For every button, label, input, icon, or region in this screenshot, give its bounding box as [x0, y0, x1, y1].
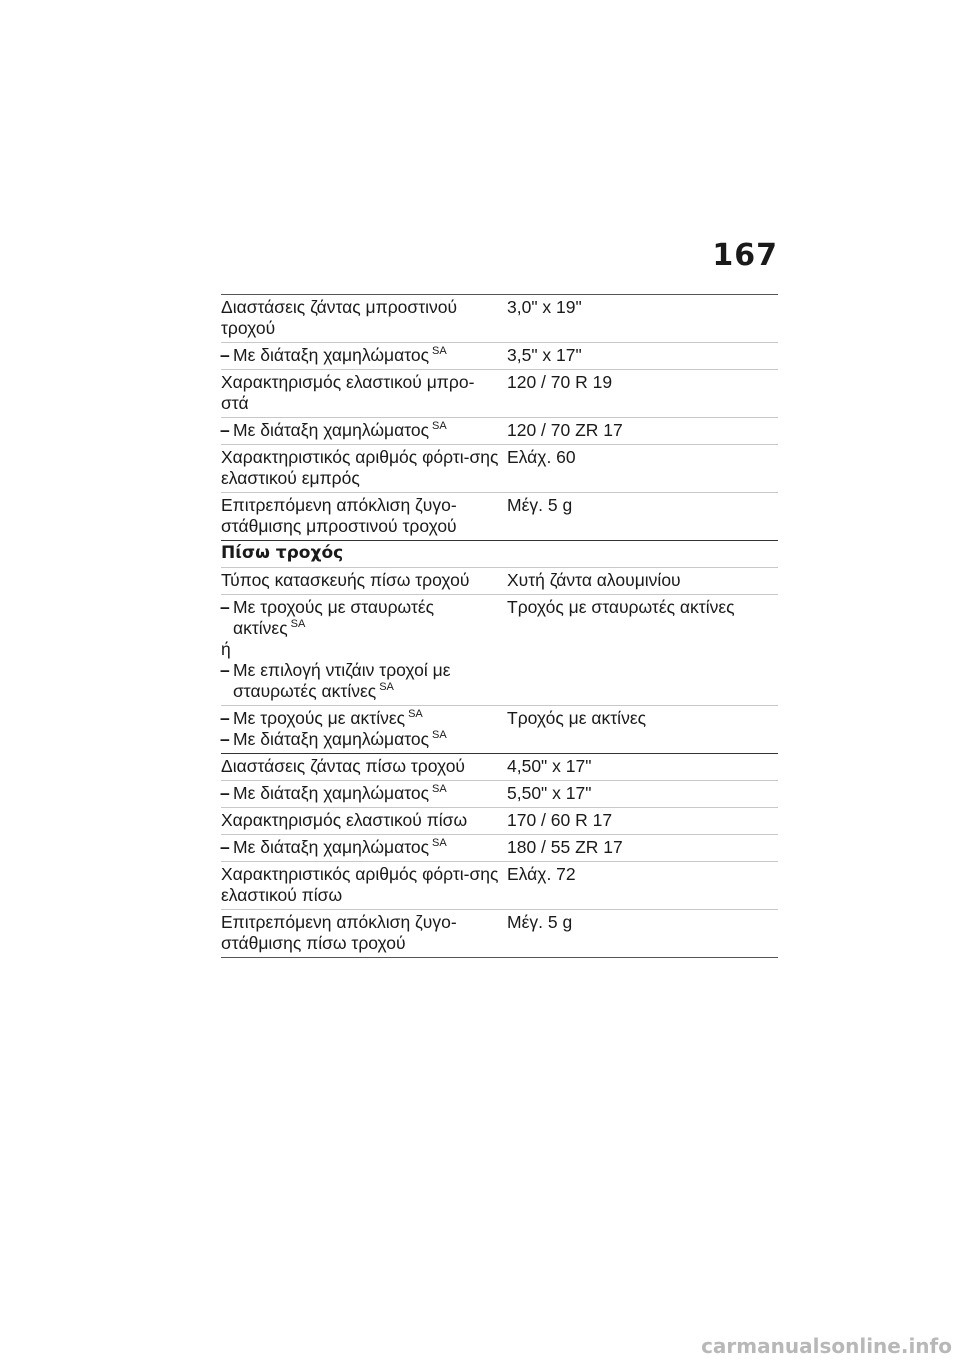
- row-value: 180 / 55 ZR 17: [507, 835, 778, 862]
- row-value: 3,0" x 19": [507, 295, 778, 343]
- table-row: [221, 295, 778, 343]
- table-row: [221, 808, 778, 835]
- row-label: Χαρακτηρισμός ελαστικού μπρο-στά: [221, 370, 507, 418]
- sa-marker: SA: [432, 837, 447, 849]
- sa-marker: SA: [379, 681, 394, 693]
- sa-marker: SA: [432, 783, 447, 795]
- table-row: [221, 343, 778, 370]
- row-label: Χαρακτηριστικός αριθμός φόρτι-σης ελαστικού πίσω: [221, 862, 507, 910]
- option-line: – Με τροχούς με ακτίνες $^{SA}$: [221, 708, 499, 729]
- row-value: Χυτή ζάντα αλουμινίου: [507, 568, 778, 595]
- row-label: Διαστάσεις ζάντας πίσω τροχού: [221, 754, 507, 781]
- option-line: – Με τροχούς με σταυρωτές: [221, 597, 499, 618]
- row-value: Τροχός με ακτίνες: [507, 706, 778, 754]
- row-label: Χαρακτηρισμός ελαστικού πίσω: [221, 808, 507, 835]
- row-value: Ελάχ. 60: [507, 445, 778, 493]
- row-value: Ελάχ. 72: [507, 862, 778, 910]
- row-label: Τύπος κατασκευής πίσω τροχού: [221, 568, 507, 595]
- section-row: [221, 541, 778, 568]
- option-line-cont: σταυρωτές ακτίνες $^{SA}$: [233, 681, 394, 701]
- row-label: Επιτρεπόμενη απόκλιση ζυγο-στάθμισης μπροστινού τροχού: [221, 493, 507, 541]
- row-value: 3,5" x 17": [507, 343, 778, 370]
- lowering-option-line: – Με διάταξη χαμηλώματος $^{SA}$: [221, 345, 499, 366]
- row-label: Διαστάσεις ζάντας μπροστινού τροχού: [221, 295, 507, 343]
- row-value: Τροχός με σταυρωτές ακτίνες: [507, 595, 778, 706]
- table-row: [221, 835, 778, 862]
- row-label: Επιτρεπόμενη απόκλιση ζυγο-στάθμισης πίσω τροχού: [221, 910, 507, 958]
- option-line-cont: ακτίνες $^{SA}$: [233, 618, 306, 638]
- lowering-option-line: – Με διάταξη χαμηλώματος $^{SA}$: [221, 837, 499, 858]
- row-label: [221, 781, 507, 808]
- table-row: [221, 862, 778, 910]
- sa-marker: SA: [290, 618, 306, 630]
- page-number: 167: [712, 238, 778, 273]
- table-row: [221, 754, 778, 781]
- row-value: 5,50" x 17": [507, 781, 778, 808]
- table-row: [221, 595, 778, 706]
- watermark: carmanualsonline.info: [701, 1334, 952, 1358]
- table-row: [221, 418, 778, 445]
- wheel-spec-table: [221, 294, 778, 958]
- table-row: [221, 781, 778, 808]
- row-label: [221, 595, 507, 706]
- row-value: 120 / 70 R 19: [507, 370, 778, 418]
- lowering-option-line: – Με διάταξη χαμηλώματος $^{SA}$: [221, 729, 499, 750]
- or-text: ή: [221, 639, 231, 659]
- row-label: [221, 835, 507, 862]
- table-row: [221, 493, 778, 541]
- table-row: [221, 568, 778, 595]
- table-row: [221, 910, 778, 958]
- row-label: [221, 418, 507, 445]
- option-line: – Με επιλογή ντιζάιν τροχοί με: [221, 660, 499, 681]
- table-row: [221, 445, 778, 493]
- row-label: [221, 706, 507, 754]
- sa-marker: SA: [408, 708, 423, 720]
- row-value: Μέγ. 5 g: [507, 910, 778, 958]
- row-value: 120 / 70 ZR 17: [507, 418, 778, 445]
- row-label: Χαρακτηριστικός αριθμός φόρτι-σης ελαστικού εμπρός: [221, 445, 507, 493]
- table-row: [221, 370, 778, 418]
- sa-marker: SA: [432, 345, 447, 357]
- lowering-option-line: – Με διάταξη χαμηλώματος $^{SA}$: [221, 420, 499, 441]
- row-value: 170 / 60 R 17: [507, 808, 778, 835]
- table-row: [221, 706, 778, 754]
- lowering-option-line: – Με διάταξη χαμηλώματος $^{SA}$: [221, 783, 499, 804]
- sa-marker: SA: [432, 420, 447, 432]
- row-value: Μέγ. 5 g: [507, 493, 778, 541]
- row-label: [221, 343, 507, 370]
- sa-marker: SA: [432, 729, 447, 741]
- row-value: 4,50" x 17": [507, 754, 778, 781]
- section-title: Πίσω τροχός: [221, 541, 778, 568]
